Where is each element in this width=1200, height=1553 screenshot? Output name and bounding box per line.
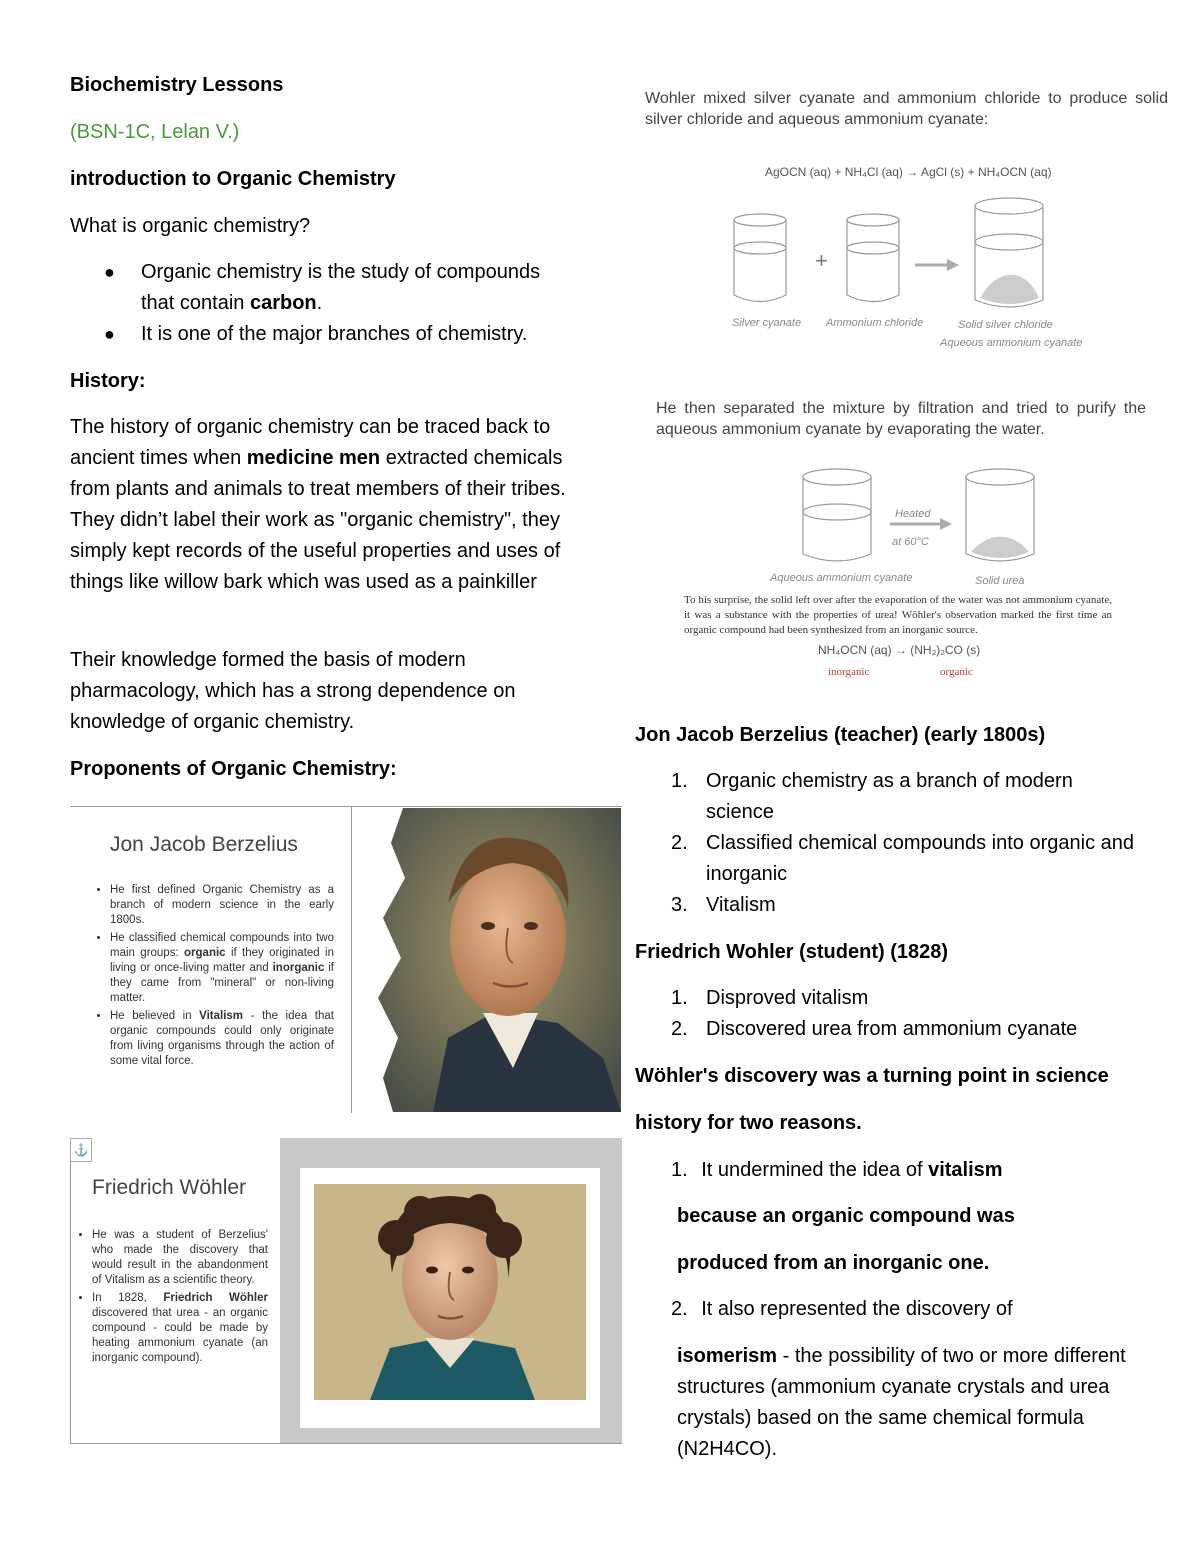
list-item-text: Disproved vitalism bbox=[706, 987, 869, 1009]
caption-ammonium-chloride: Ammonium chloride bbox=[826, 317, 924, 329]
list-item: 1. Disproved vitalism bbox=[671, 987, 869, 1009]
wohler-portrait bbox=[300, 1168, 600, 1428]
slide-title: Friedrich Wöhler bbox=[92, 1176, 247, 1199]
bold-term: isomerism bbox=[677, 1345, 778, 1367]
reaction-equation-2: NH₄OCN (aq) → (NH₂)₂CO (s) bbox=[818, 643, 981, 657]
turning-point-line-1: Wöhler's discovery was a turning point in science bbox=[635, 1065, 1109, 1087]
reason-1-line-2: because an organic compound was bbox=[677, 1205, 1015, 1227]
surprise-text: To his surprise, the solid left over after the evaporation of the water was not ammonium cyanate, it was a substance with the properties of urea! Wöhler's observation marked the first time an organic compound had been synthesized from an inorganic source. bbox=[684, 594, 1112, 636]
caption-solid-urea: Solid urea bbox=[975, 575, 1025, 587]
bold-term: vitalism bbox=[928, 1159, 1003, 1181]
document-subtitle: (BSN-1C, Lelan V.) bbox=[70, 121, 240, 143]
beaker-diagram-1 bbox=[725, 190, 1085, 320]
berzelius-list bbox=[635, 766, 1135, 921]
reason-1 bbox=[671, 1155, 1003, 1186]
turning-point-line-2: history for two reasons. bbox=[635, 1112, 862, 1134]
slide-body bbox=[80, 1228, 268, 1369]
wohler-slide bbox=[70, 1138, 622, 1444]
reason-text: It undermined the idea of bbox=[701, 1159, 929, 1181]
section-heading-history: History: bbox=[70, 370, 146, 392]
section-heading-proponents: Proponents of Organic Chemistry: bbox=[70, 758, 397, 780]
caption-aqueous-cyanate: Aqueous ammonium cyanate bbox=[940, 337, 1083, 349]
caption-aqueous-ammonium-cyanate: Aqueous ammonium cyanate bbox=[770, 572, 913, 584]
slide-border bbox=[70, 1443, 622, 1444]
reason-1-line-3: produced from an inorganic one. bbox=[677, 1252, 990, 1274]
caption-heated: Heated bbox=[895, 508, 931, 520]
history-paragraph-1 bbox=[70, 412, 566, 598]
list-item-text: Vitalism bbox=[706, 894, 776, 916]
svg-text:+: + bbox=[815, 248, 828, 273]
bullet-punct: . bbox=[316, 292, 323, 314]
history-paragraph-2: Their knowledge formed the basis of modern pharmacology, which has a strong dependence on knowledge of organic chemistry. bbox=[70, 649, 516, 733]
list-number: 1. bbox=[671, 1159, 688, 1181]
definition-list bbox=[70, 257, 570, 350]
caption-temperature: at 60°C bbox=[892, 536, 929, 548]
list-item: 2. Discovered urea from ammonium cyanate bbox=[671, 1018, 1078, 1040]
bold-term: carbon bbox=[249, 292, 317, 314]
paragraph-text: - the possibility of two or more different structures (ammonium cyanate crystals and urea crystals) based on the same chemical formula (N2H4CO). bbox=[677, 1345, 1126, 1460]
caption-silver-cyanate: Silver cyanate bbox=[732, 317, 802, 329]
berzelius-slide bbox=[70, 806, 622, 1113]
section-heading-intro: introduction to Organic Chemistry bbox=[70, 168, 396, 190]
berzelius-portrait bbox=[353, 808, 621, 1112]
berzelius-heading: Jon Jacob Berzelius (teacher) (early 1800s) bbox=[635, 724, 1046, 746]
caption-solid-silver-chloride: Solid silver chloride bbox=[958, 319, 1053, 331]
label-inorganic: inorganic bbox=[828, 666, 870, 678]
slide-bullet: • He was a student of Berzelius' who made the discovery that would result in the abandonment of Vitalism as a scientific theory. bbox=[92, 1228, 268, 1288]
list-item-text: Classified chemical compounds into organic and inorganic bbox=[706, 832, 1135, 885]
slide-border bbox=[70, 1138, 71, 1444]
slide-bullet: • In 1828, Friedrich Wöhler discovered that urea - an organic compound - could be made by heating ammonium cyanate (an inorganic compound). bbox=[92, 1291, 268, 1366]
filtration-text: He then separated the mixture by filtration and tried to purify the aqueous ammonium cyanate by evaporating the water. bbox=[656, 400, 1146, 438]
list-item-text: Organic chemistry as a branch of modern science bbox=[706, 770, 1073, 823]
list-item: 1. Organic chemistry as a branch of modern science bbox=[671, 770, 1073, 823]
wohler-heading: Friedrich Wohler (student) (1828) bbox=[635, 941, 949, 963]
wohler-mix-text: Wohler mixed silver cyanate and ammonium chloride to produce solid silver chloride and aqueous ammonium cyanate: bbox=[645, 90, 1168, 128]
slide-body bbox=[98, 883, 334, 1072]
document-title: Biochemistry Lessons bbox=[70, 74, 284, 96]
reaction-equation-1: AgOCN (aq) + NH₄Cl (aq) → AgCl (s) + NH₄OCN (aq) bbox=[765, 165, 1052, 179]
slide-title: Jon Jacob Berzelius bbox=[110, 833, 298, 856]
paragraph-text: extracted chemicals from plants and animals to treat members of their tribes. They didn’t label their work as "organic chemistry", they simply kept records of the useful properties and uses of things like willow bark which was used as a painkiller bbox=[70, 447, 566, 593]
list-item-text: Discovered urea from ammonium cyanate bbox=[706, 1018, 1078, 1040]
slide-bullet: • He first defined Organic Chemistry as a branch of modern science in the early 1800s. bbox=[110, 883, 334, 928]
reason-text: It also represented the discovery of bbox=[701, 1298, 1013, 1320]
slide-bullet: • He classified chemical compounds into two main groups: organic if they originated in living or once-living matter and inorganic if they came from "mineral" or non-living matter. bbox=[110, 931, 334, 1006]
list-item: 3. Vitalism bbox=[671, 894, 776, 916]
reason-2 bbox=[671, 1294, 1013, 1325]
label-organic: organic bbox=[940, 666, 973, 678]
list-item: 2. Classified chemical compounds into organic and inorganic bbox=[671, 832, 1135, 885]
wohler-list bbox=[635, 983, 1155, 1045]
bullet-text: Organic chemistry is the study of compounds that contain bbox=[141, 261, 541, 314]
slide-bullet: • He believed in Vitalism - the idea that organic compounds could only originate from living organisms through the action of some vital force. bbox=[110, 1009, 334, 1069]
bold-term: medicine men bbox=[246, 447, 381, 469]
bullet-text: It is one of the major branches of chemistry. bbox=[141, 323, 528, 345]
question-text: What is organic chemistry? bbox=[70, 215, 311, 237]
isomerism-paragraph bbox=[677, 1341, 1127, 1465]
paragraph-text: The history of organic chemistry can be traced back to ancient times when bbox=[70, 416, 551, 469]
list-number: 2. bbox=[671, 1298, 688, 1320]
list-item: ● Organic chemistry is the study of compounds that contain carbon. bbox=[104, 261, 541, 314]
anchor-icon: ⚓ bbox=[70, 1138, 92, 1162]
slide-divider bbox=[351, 807, 352, 1113]
list-item: ● It is one of the major branches of chemistry. bbox=[104, 323, 528, 345]
